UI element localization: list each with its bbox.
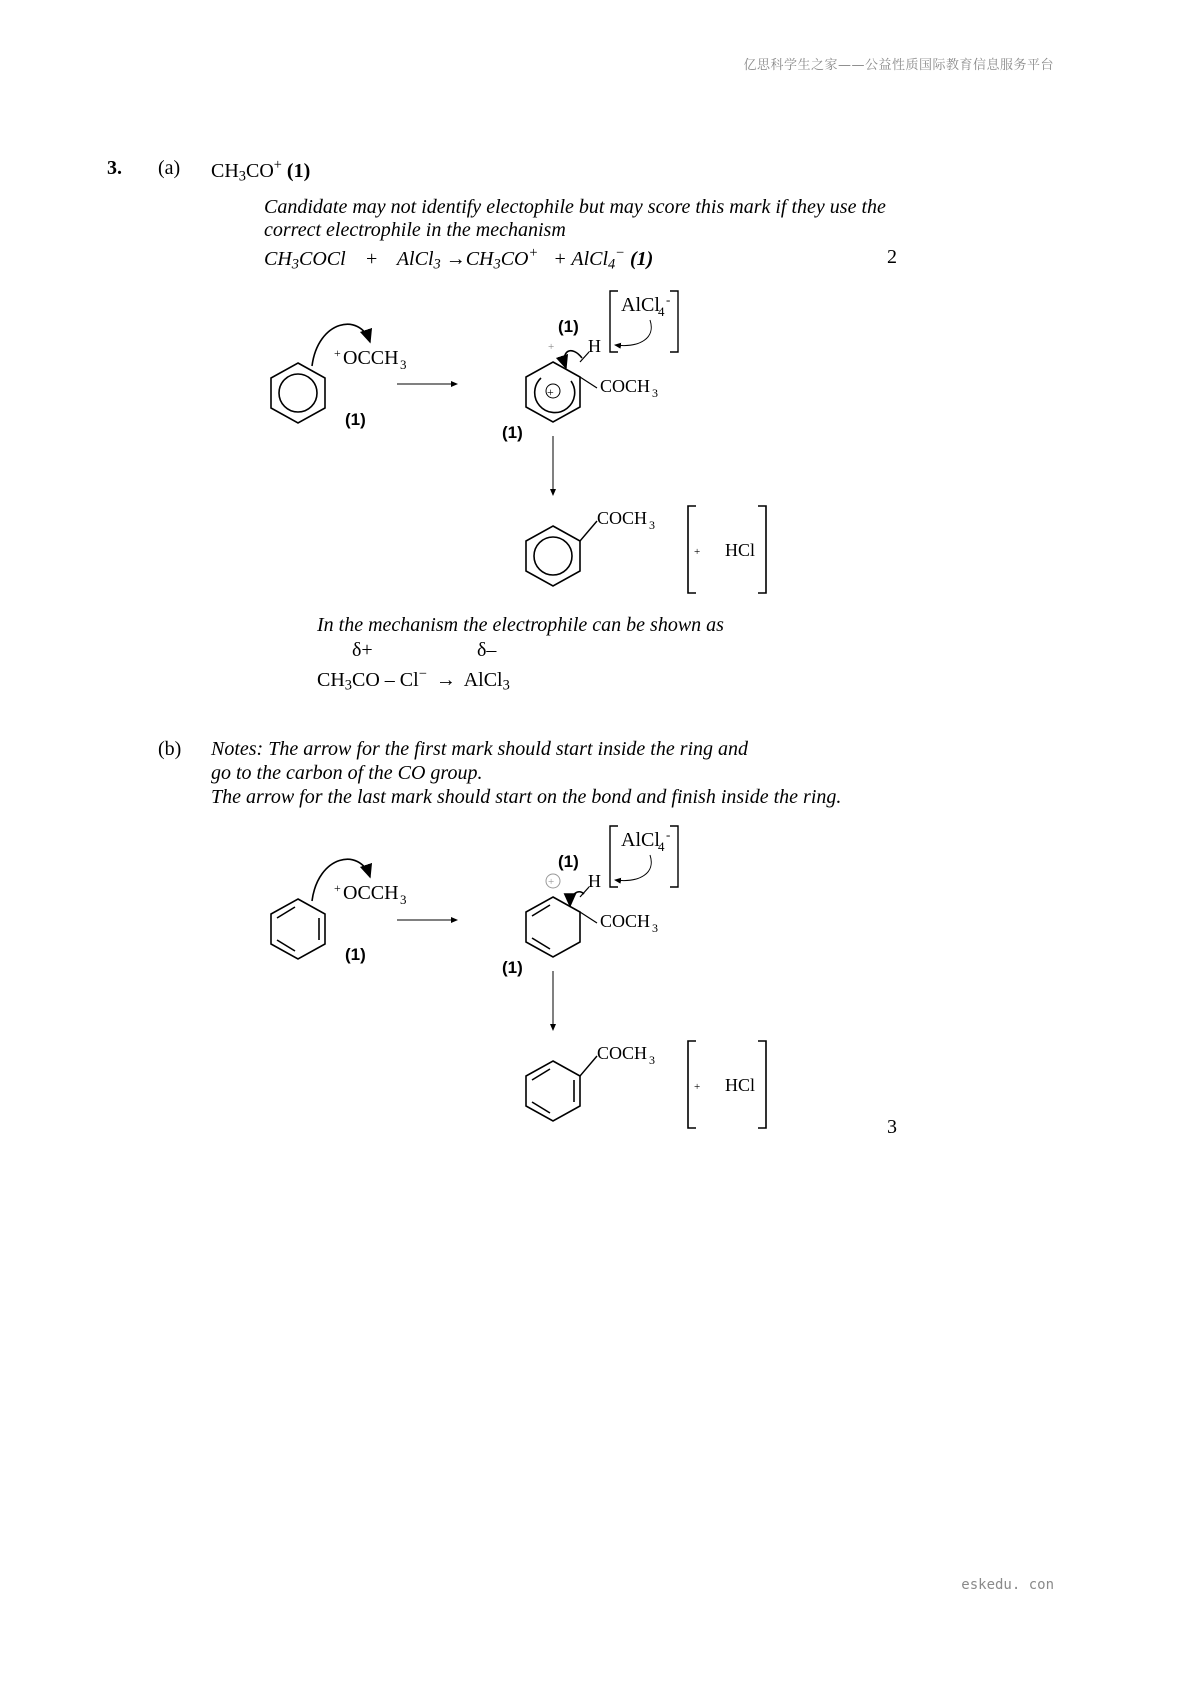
part-a-note-line1: Candidate may not identify electophile but may score this mark if they use the (264, 196, 886, 218)
alcl4-sup-b: - (666, 827, 671, 842)
h-label-a: H (588, 336, 601, 356)
mark-1c: (1) (502, 423, 523, 442)
base-arrow-a (615, 320, 651, 346)
part-b-label: (b) (158, 738, 182, 760)
faint-charge-a: + (548, 341, 555, 353)
coch3-sub-a1: 3 (652, 386, 658, 400)
benzene-kekule-b (271, 899, 325, 959)
coch3-label-a1: COCH (600, 376, 651, 396)
product-bond-a (580, 521, 597, 541)
product-ring-b (526, 1061, 580, 1121)
c-coch3-bond-b (580, 912, 597, 923)
coch3-label-b2: COCH (597, 1043, 648, 1063)
bond-break-arrow-b (570, 892, 584, 906)
plus-a: + (694, 546, 701, 558)
electrophile-note: In the mechanism the electrophile can be shown as (317, 614, 724, 636)
hcl-label-a: HCl (725, 540, 756, 560)
acylium-sub-b: 3 (400, 892, 407, 907)
product-ring-a (526, 526, 580, 586)
plus-b: + (694, 1081, 701, 1093)
mark-1f: (1) (502, 958, 523, 977)
part-b-note-line2: go to the carbon of the CO group. (211, 762, 483, 784)
coch3-label-a2: COCH (597, 508, 648, 528)
acylium-charge: + (334, 346, 341, 360)
coch3-label-b1: COCH (600, 911, 651, 931)
hcl-label-b: HCl (725, 1075, 756, 1095)
intermediate-charge-b: + (548, 876, 555, 888)
question-number: 3. (107, 157, 122, 179)
mark-1d: (1) (345, 945, 366, 964)
bond-break-arrow-a (564, 351, 582, 368)
mark-1e: (1) (558, 852, 579, 871)
page-header: 亿思科学生之家——公益性质国际教育信息服务平台 (743, 58, 1054, 73)
alcl4-sub-b: 4 (658, 839, 665, 854)
coch3-sub-b2: 3 (649, 1053, 655, 1067)
part-a-marks-total: 2 (887, 246, 897, 268)
part-a-answer: $CH_3CO^+$ (1) (211, 157, 311, 185)
benzene-ring-a (271, 363, 325, 423)
alcl4-sup-a: - (666, 292, 671, 307)
acylium-sub: 3 (400, 357, 407, 372)
alcl4-sub-a: 4 (658, 304, 665, 319)
base-arrow-b (615, 855, 651, 881)
part-a-answer-mark: (1) (286, 159, 311, 182)
page-footer: eskedu. con (961, 1577, 1054, 1593)
delta-plus: δ+ (352, 639, 373, 661)
mark-1b: (1) (558, 317, 579, 336)
delta-minus: δ– (477, 639, 497, 661)
coch3-sub-a2: 3 (649, 518, 655, 532)
product-bond-b (580, 1056, 597, 1076)
mark-1a: (1) (345, 410, 366, 429)
dipole-equation: $CH_3CO - Cl^-$ → AlCl$_3$ (317, 666, 510, 694)
c-coch3-bond-a (580, 377, 597, 388)
part-b-marks-total: 3 (887, 1116, 897, 1138)
h-label-b: H (588, 871, 601, 891)
alcl4-label-a: AlCl (621, 294, 660, 316)
acylium-charge-b: + (334, 881, 341, 895)
part-b-note-line3: The arrow for the last mark should start on the bond and finish inside the ring. (211, 786, 842, 808)
part-a-note-line2: correct electrophile in the mechanism (264, 219, 566, 241)
acylium-label: OCCH (343, 347, 399, 369)
part-a-label: (a) (158, 157, 181, 179)
part-b-note-line1: Notes: The arrow for the first mark should start inside the ring and (211, 738, 749, 760)
coch3-sub-b1: 3 (652, 921, 658, 935)
acylium-label-b: OCCH (343, 882, 399, 904)
alcl4-label-b: AlCl (621, 829, 660, 851)
intermediate-charge-a: + (547, 385, 554, 399)
part-a-equation: $CH_3COCl$ + AlCl$_3$ $\to CH_3CO^+$ + AlCl$_4$− (1) (264, 245, 654, 273)
